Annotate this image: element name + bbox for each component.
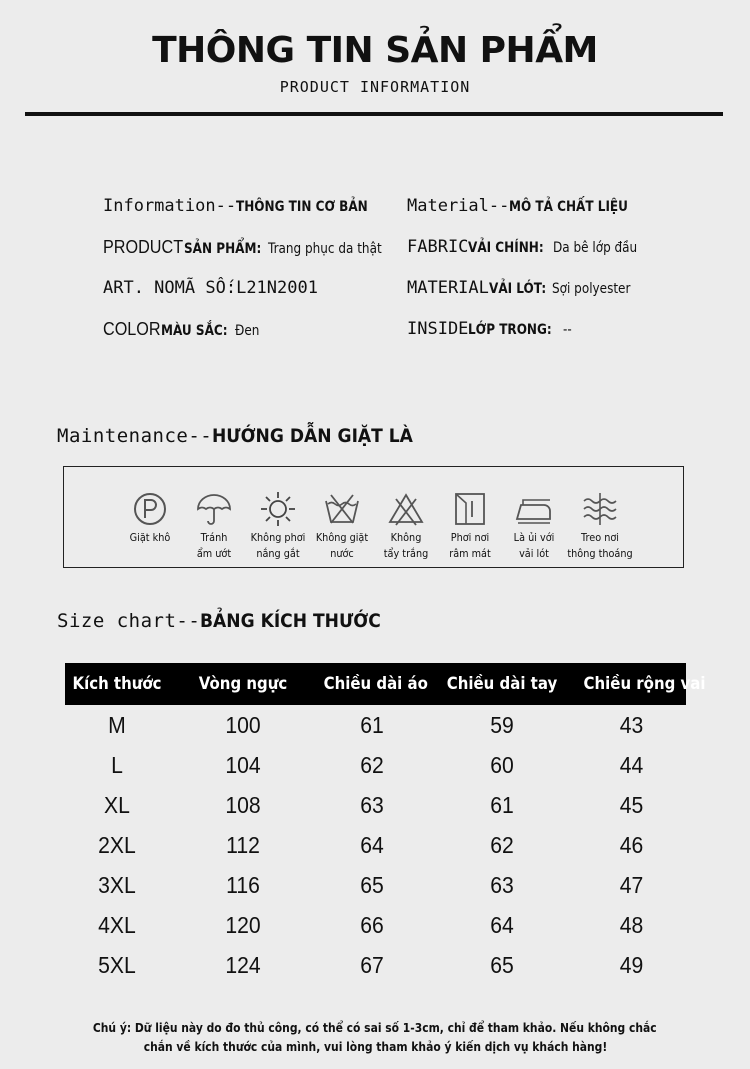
- fabric-label-en: FABRIC: [407, 237, 469, 257]
- table-cell: 45: [619, 791, 644, 818]
- care-label: vải lót: [519, 547, 549, 560]
- product-row: [103, 237, 400, 278]
- fabric-label-vi: VẢI CHÍNH:: [468, 240, 545, 256]
- care-label: nắng gắt: [256, 547, 300, 560]
- table-cell: 3XL: [98, 871, 136, 898]
- table-cell: 49: [619, 951, 644, 978]
- art-no-label-vi: MÃ SỐ:: [174, 278, 237, 298]
- info-heading: [103, 196, 400, 237]
- table-row: [65, 905, 686, 945]
- table-header: [65, 663, 706, 705]
- disclaimer-note: [0, 1018, 750, 1056]
- material-heading-en: Material--: [407, 196, 510, 216]
- table-cell: 67: [360, 951, 384, 978]
- color-row: [103, 319, 400, 360]
- note-line-1: Chú ý: Dữ liệu này do đo thủ công, có thể có sai số 1-3cm, chỉ để tham khảo. Nếu không chắc: [93, 1020, 657, 1035]
- color-value: Đen: [235, 323, 260, 339]
- table-cell: 46: [619, 831, 644, 858]
- care-label: Không: [390, 531, 422, 544]
- care-label: Không phơi: [250, 531, 306, 544]
- page-subtitle: PRODUCT INFORMATION: [279, 78, 471, 96]
- care-label: râm mát: [449, 547, 491, 560]
- table-cell: 62: [360, 751, 384, 778]
- fabric-value: Da bê lớp đầu: [553, 240, 638, 256]
- header-divider: [25, 112, 723, 116]
- lining-label-vi: VẢI LÓT:: [488, 281, 547, 297]
- info-heading-vi: THÔNG TIN CƠ BẢN: [236, 199, 368, 215]
- inside-row: [407, 319, 651, 360]
- table-row: [65, 865, 686, 905]
- shade-dry-icon: [450, 489, 490, 529]
- product-value: Trang phục da thật: [267, 241, 382, 257]
- art-no-row: [103, 278, 400, 319]
- art-no-value: L21N2001: [236, 278, 318, 298]
- table-cell: 108: [225, 791, 261, 818]
- lining-label-en: MATERIAL: [407, 278, 489, 298]
- care-label: tẩy trắng: [383, 547, 429, 560]
- care-label: nước: [330, 547, 354, 560]
- care-instructions-box: [63, 466, 684, 568]
- size-table: [65, 663, 706, 985]
- table-cell: 112: [226, 831, 260, 858]
- column-header-shoulder: Chiều rộng vai: [583, 674, 706, 694]
- table-cell: 60: [490, 751, 514, 778]
- table-row: [65, 785, 686, 825]
- size-chart-heading-vi: BẢNG KÍCH THƯỚC: [200, 610, 382, 632]
- table-cell: 5XL: [98, 951, 136, 978]
- no-sun-dry-icon: [258, 489, 298, 529]
- color-label-en: COLOR: [103, 319, 161, 339]
- care-label: Treo nơi: [581, 531, 619, 544]
- care-label: Không giặt: [315, 531, 369, 544]
- inside-label-vi: LỚP TRONG:: [468, 322, 553, 338]
- table-cell: 64: [360, 831, 384, 858]
- iron-lining-icon: [514, 489, 554, 529]
- table-cell: 44: [619, 751, 644, 778]
- size-chart-heading-en: Size chart--: [57, 610, 201, 632]
- ventilated-hang-icon: [580, 489, 620, 529]
- care-label: Là ủi với: [513, 531, 555, 544]
- table-cell: 66: [360, 911, 384, 938]
- fabric-row: [407, 237, 651, 278]
- care-label: Phơi nơi: [450, 531, 490, 544]
- column-header-sleeve: Chiều dài tay: [446, 674, 558, 694]
- dry-clean-p-icon: [130, 489, 170, 529]
- color-label-vi: MÀU SẮC:: [161, 323, 228, 339]
- care-item-iron-lining: [496, 489, 572, 561]
- care-label: thông thoáng: [567, 547, 633, 560]
- maintenance-heading-en: Maintenance--: [57, 425, 213, 447]
- column-header-length: Chiều dài áo: [323, 674, 428, 694]
- table-cell: 100: [225, 711, 261, 738]
- material-heading-vi: MÔ TẢ CHẤT LIỆU: [509, 199, 629, 215]
- column-header-chest: Vòng ngực: [198, 674, 288, 694]
- table-cell: 64: [490, 911, 514, 938]
- size-chart-heading: [57, 610, 401, 632]
- table-cell: M: [108, 711, 126, 738]
- maintenance-heading: [57, 425, 435, 447]
- material-info-section: [407, 196, 651, 360]
- product-label-en: PRODUCT: [103, 237, 184, 257]
- table-cell: 65: [360, 871, 384, 898]
- art-no-label-en: ART. NO: [103, 278, 175, 298]
- no-bleach-icon: [386, 489, 426, 529]
- table-cell: 63: [360, 791, 384, 818]
- care-label: Tránh: [200, 531, 228, 544]
- table-cell: 65: [490, 951, 514, 978]
- maintenance-heading-vi: HƯỚNG DẪN GIẶT LÀ: [212, 425, 414, 447]
- table-cell: 59: [490, 711, 514, 738]
- table-cell: 104: [225, 751, 261, 778]
- care-label: Giặt khô: [129, 531, 171, 544]
- table-cell: 62: [490, 831, 514, 858]
- column-header-size: Kích thước: [72, 674, 162, 694]
- table-cell: 120: [225, 911, 261, 938]
- material-heading: [407, 196, 651, 237]
- table-row: [65, 945, 686, 985]
- table-cell: L: [111, 751, 123, 778]
- note-line-2: chắn về kích thước của mình, vui lòng tham khảo ý kiến dịch vụ khách hàng!: [143, 1039, 607, 1054]
- table-cell: 116: [226, 871, 260, 898]
- table-cell: 43: [619, 711, 644, 738]
- inside-label-en: INSIDE: [407, 319, 469, 339]
- table-row: [65, 705, 686, 745]
- table-cell: 47: [619, 871, 644, 898]
- table-row: [65, 825, 686, 865]
- table-cell: 63: [490, 871, 514, 898]
- basic-info-section: [103, 196, 400, 360]
- care-item-ventilated: [562, 489, 638, 561]
- table-cell: 48: [619, 911, 644, 938]
- lining-value: Sợi polyester: [552, 281, 631, 297]
- care-label: ẩm ướt: [196, 547, 232, 560]
- table-cell: 61: [490, 791, 514, 818]
- table-cell: 61: [360, 711, 384, 738]
- lining-row: [407, 278, 651, 319]
- product-label-vi: SẢN PHẨM:: [184, 241, 262, 257]
- table-cell: XL: [104, 791, 130, 818]
- table-cell: 124: [225, 951, 261, 978]
- inside-value: --: [562, 322, 572, 338]
- no-wash-icon: [322, 489, 362, 529]
- page-title: THÔNG TIN SẢN PHẨM: [152, 30, 598, 71]
- table-row: [65, 745, 686, 785]
- table-body: [65, 705, 686, 985]
- table-cell: 2XL: [98, 831, 136, 858]
- umbrella-icon: [194, 489, 234, 529]
- table-cell: 4XL: [98, 911, 136, 938]
- info-heading-en: Information--: [103, 196, 237, 216]
